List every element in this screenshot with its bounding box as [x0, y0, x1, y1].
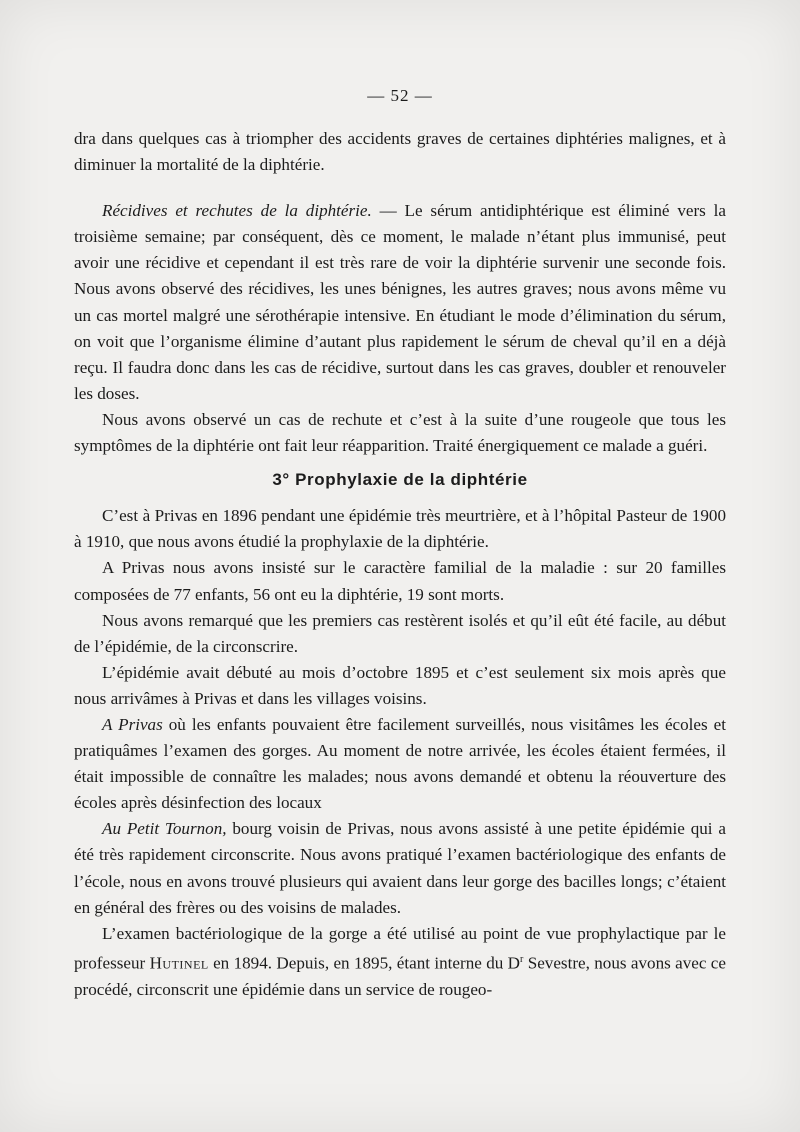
paragraph-familial: A Privas nous avons insisté sur le caractère familial de la maladie : sur 20 familles composées de 77 enfants, 56 ont eu la diphtérie, 19 sont morts.	[74, 558, 726, 604]
paragraph-premiers-cas: Nous avons remarqué que les premiers cas restèrent isolés et qu’il eût été facile, au début de l’épidémie, de la circonscrire.	[74, 610, 726, 656]
body-text	[74, 126, 726, 1003]
paragraph-body: L’examen bactériologique de la gorge a été utilisé au point de vue prophylactique par le professeur	[74, 923, 726, 973]
author-name: Hutinel	[149, 953, 209, 973]
paragraph-debut-epidemie: L’épidémie avait débuté au mois d’octobre 1895 et c’est seulement six mois après que nous arrivâmes à Privas et dans les villages voisins.	[74, 662, 726, 708]
paragraph-petit-tournon	[74, 816, 726, 920]
paragraph-body: — Le sérum antidiphtérique est éliminé vers la troisième semaine; par conséquent, dès ce moment, le malade n’étant plus immunisé, peut avoir une récidive et cependant il est très rare de voir la diphtérie survenir une seconde fois. Nous avons observé des récidives, les unes bénignes, les autres graves; nous avons même vu un cas mortel malgré une sérothérapie intensive. En étudiant le mode d’élimination du sérum, on voit que l’organisme élimine d’autant plus rapidement le sérum de cheval qu’il en a déjà reçu. Il faudra donc dans les cas de récidive, surtout dans les cas graves, doubler et renouveler les doses.	[74, 201, 726, 403]
paragraph-body: en 1894. Depuis, en 1895, étant interne du D	[208, 953, 520, 973]
paragraph-continuation: dra dans quelques cas à triompher des accidents graves de certaines diphtéries malignes, et à diminuer la mortalité de la diphtérie.	[74, 129, 726, 175]
place-name: A Privas	[102, 714, 163, 734]
section-heading: 3° Prophylaxie de la diphtérie	[272, 470, 528, 490]
superscript: r	[520, 953, 524, 965]
page-number: — 52 —	[367, 86, 433, 105]
paragraph-privas-intro: C’est à Privas en 1896 pendant une épidémie très meurtrière, et à l’hôpital Pasteur de 1900 à 1910, que nous avons étudié la prophylaxie de la diphtérie.	[74, 506, 726, 552]
place-name: Au Petit Tournon,	[102, 819, 227, 839]
paragraph-body: Sevestre, nous avons avec ce procédé, circonscrit une épidémie dans un service de rougeo-	[74, 953, 726, 999]
paragraph-ecoles	[74, 712, 726, 816]
paragraph-examen-bacteriologique	[74, 921, 726, 1003]
paragraph-run-in-title: Récidives et rechutes de la diphtérie.	[102, 201, 372, 221]
paragraph-body: où les enfants pouvaient être facilement surveillés, nous visitâmes les écoles et pratiquâmes l’examen des gorges. Au moment de notre arrivée, les écoles étaient fermées, il était impossible de connaître les malades; nous avons demandé et obtenu la réouverture des écoles après désinfection des locaux	[74, 714, 726, 813]
paragraph-rechute: Nous avons observé un cas de rechute et c’est à la suite d’une rougeole que tous les symptômes de la diphtérie ont fait leur réapparition. Traité énergiquement ce malade a guéri.	[74, 409, 726, 456]
paragraph-recidives	[74, 198, 726, 407]
paragraph-body: bourg voisin de Privas, nous avons assisté à une petite épidémie qui a été très rapidement circonscrite. Nous avons pratiqué l’examen bactériologique des enfants de l’école, nous en avons trouvé plusieurs qui avaient dans leur gorge des bacilles longs; c’étaient en général des frères ou des voisins de malades.	[74, 819, 726, 917]
